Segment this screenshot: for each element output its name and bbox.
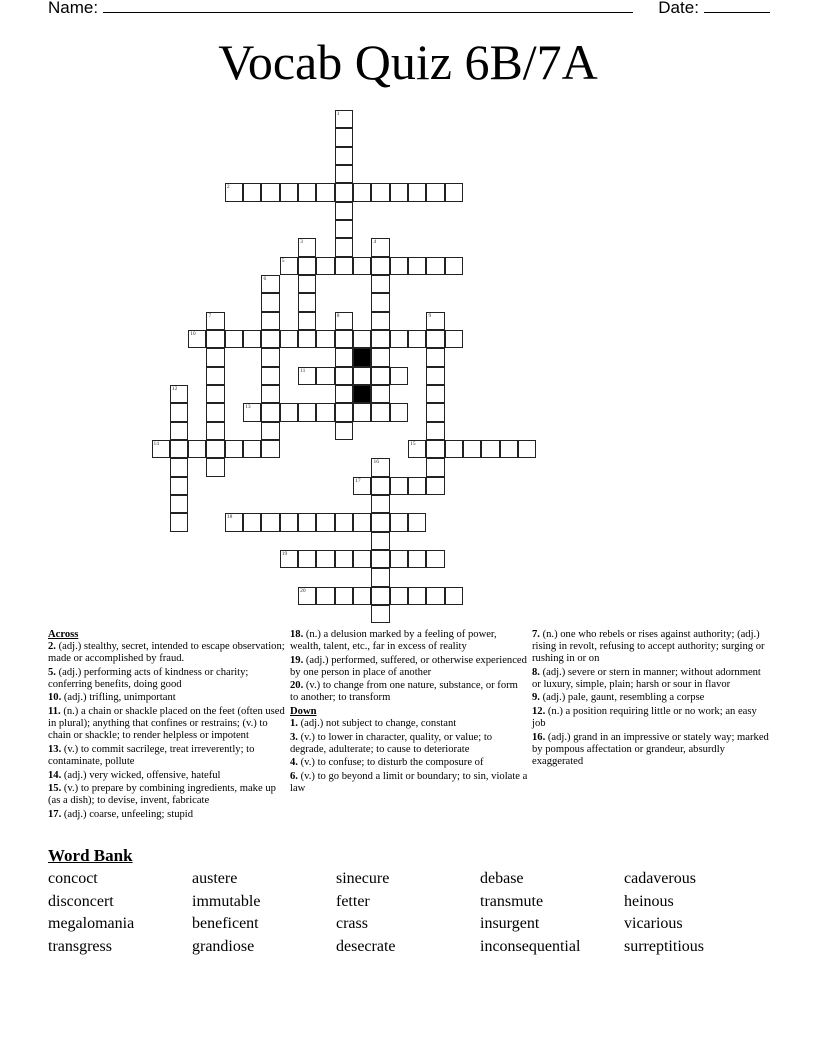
crossword-cell[interactable] [445,257,463,275]
clue-down-6: 6. (v.) to go beyond a limit or boundary; to sin, violate a law [290,771,528,795]
clue-across-20: 20. (v.) to change from one nature, substance, or form to another; to transform [290,680,518,704]
word-bank-item: inconsequential [480,938,581,956]
crossword-cell[interactable] [390,367,408,385]
word-bank-item: heinous [624,892,674,910]
across-heading: Across [48,629,79,640]
clue-number: 10 [190,330,196,337]
clue-down-8: 8. (adj.) severe or stern in manner; without adornment or luxury, simple, plain; harsh or sour in flavor [532,666,761,690]
word-bank-item: cadaverous [624,870,696,887]
crossword-cell[interactable] [408,440,426,458]
crossword-cell[interactable] [170,477,188,495]
clue-down-7: 7. (n.) one who rebels or rises against authority; (adj.) rising in revolt, refusing to accept authority; surging or rushing in or on [532,629,765,665]
crossword-cell[interactable] [426,440,444,458]
crossword-cell[interactable] [335,330,353,348]
crossword-cell[interactable] [426,348,444,366]
clue-down-3: 3. (v.) to lower in character, quality, or value; to degrade, adulterate; to cause to deteriorate [290,731,493,755]
crossword-cell[interactable] [298,550,316,568]
header [48,0,770,18]
crossword-cell[interactable] [426,587,444,605]
crossword-cell[interactable] [170,403,188,421]
clue-across-2: 2. (adj.) stealthy, secret, intended to escape observation; made or accomplished by fraud. [48,641,285,665]
crossword-cell[interactable] [335,513,353,531]
crossword-cell[interactable] [316,367,334,385]
crossword-cell[interactable] [353,183,371,201]
clue-number: 6 [263,275,267,282]
crossword-cell[interactable] [261,403,279,421]
crossword-cell[interactable] [371,477,389,495]
clue-number: 7 [208,312,212,319]
crossword-cell[interactable] [298,238,316,256]
crossword-cell[interactable] [353,257,371,275]
crossword-cell[interactable] [298,257,316,275]
crossword-cell[interactable] [371,312,389,330]
word-bank-item: debase [480,870,524,887]
crossword-cell[interactable] [316,550,334,568]
crossword-cell[interactable] [371,385,389,403]
crossword-cell[interactable] [390,513,408,531]
crossword-cell[interactable] [316,330,334,348]
crossword-cell[interactable] [280,330,298,348]
crossword-cell[interactable] [335,550,353,568]
crossword-cell[interactable] [261,367,279,385]
crossword-cell[interactable] [243,440,261,458]
crossword-cell[interactable] [390,477,408,495]
crossword-cell[interactable] [298,293,316,311]
crossword-cell[interactable] [170,458,188,476]
crossword-cell[interactable] [188,440,206,458]
crossword-cell[interactable] [261,312,279,330]
clue-down-4: 4. (v.) to confuse; to disturb the composure of [290,757,484,769]
crossword-cell[interactable] [206,348,224,366]
crossword-cell[interactable] [371,348,389,366]
crossword-cell[interactable] [261,440,279,458]
clue-number: 18 [226,514,233,521]
crossword-cell[interactable] [371,532,389,550]
crossword-cell[interactable] [390,183,408,201]
crossword-cell[interactable] [426,385,444,403]
crossword-cell[interactable] [353,587,371,605]
crossword-cell[interactable] [261,513,279,531]
word-bank-item: transgress [48,938,112,956]
crossword-cell[interactable] [371,458,389,476]
clue-across-13: 13. (v.) to commit sacrilege, treat irreverently; to contaminate, pollute [48,743,255,767]
crossword-cell[interactable] [280,513,298,531]
crossword-cell[interactable] [206,367,224,385]
word-bank-item: megalomania [48,915,135,933]
clue-number: 19 [281,550,288,557]
crossword-cell[interactable] [335,238,353,256]
crossword-cell[interactable] [390,550,408,568]
crossword-cell[interactable] [206,385,224,403]
word-bank-item: transmute [480,892,544,910]
crossword-black-cell [353,348,371,366]
crossword-cell[interactable] [426,477,444,495]
crossword-cell[interactable] [298,183,316,201]
crossword-cell[interactable] [353,330,371,348]
word-bank-item: beneficent [192,915,259,933]
crossword-cell[interactable] [408,513,426,531]
crossword-cell[interactable] [335,183,353,201]
crossword-cell[interactable] [243,403,261,421]
crossword-cell[interactable] [170,495,188,513]
crossword-cell[interactable] [206,422,224,440]
crossword-cell[interactable] [335,312,353,330]
crossword-cell[interactable] [463,440,481,458]
crossword-cell[interactable] [261,330,279,348]
crossword-cell[interactable] [353,477,371,495]
crossword-cell[interactable] [335,220,353,238]
crossword-cell[interactable] [261,275,279,293]
crossword-cell[interactable] [371,183,389,201]
crossword-cell[interactable] [335,587,353,605]
crossword-cell[interactable] [261,348,279,366]
crossword-cell[interactable] [280,257,298,275]
crossword-cell[interactable] [261,422,279,440]
crossword-cell[interactable] [335,128,353,146]
word-bank [48,868,768,959]
crossword-cell[interactable] [390,257,408,275]
crossword-cell[interactable] [316,403,334,421]
crossword-cell[interactable] [261,385,279,403]
down-heading: Down [290,706,317,718]
name-label: Name: [48,0,99,17]
crossword-cell[interactable] [225,440,243,458]
crossword-cell[interactable] [316,513,334,531]
word-bank-item: fetter [336,892,370,910]
clues-column-2 [290,629,528,797]
name-field[interactable] [103,0,633,13]
crossword-cell[interactable] [335,165,353,183]
crossword-cell[interactable] [371,568,389,586]
clue-number: 20 [300,587,306,594]
crossword-cell[interactable] [335,257,353,275]
crossword-cell[interactable] [371,605,389,623]
crossword-cell[interactable] [445,183,463,201]
crossword-cell[interactable] [426,422,444,440]
crossword-cell[interactable] [371,330,389,348]
clue-number: 5 [281,257,285,264]
clue-number: 3 [300,239,303,246]
clue-number: 13 [245,404,251,411]
crossword-cell[interactable] [335,367,353,385]
crossword-cell[interactable] [243,513,261,531]
clue-across-5: 5. (adj.) performing acts of kindness or charity; conferring benefits, doing good [48,666,249,690]
clue-number: 17 [355,477,361,484]
crossword-cell[interactable] [371,275,389,293]
crossword-cell[interactable] [426,257,444,275]
crossword-cell[interactable] [206,403,224,421]
crossword-cell[interactable] [353,513,371,531]
crossword-cell[interactable] [188,330,206,348]
crossword-cell[interactable] [408,587,426,605]
crossword-cell[interactable] [206,440,224,458]
crossword-cell[interactable] [335,403,353,421]
crossword-cell[interactable] [371,587,389,605]
clue-number: 14 [153,440,159,447]
crossword-cell[interactable] [371,367,389,385]
crossword-cell[interactable] [518,440,536,458]
crossword-cell[interactable] [316,183,334,201]
crossword-cell[interactable] [335,147,353,165]
clue-down-1: 1. (adj.) not subject to change, constant [290,718,457,730]
crossword-cell[interactable] [390,403,408,421]
word-bank-item: immutable [192,892,261,910]
crossword-cell[interactable] [371,495,389,513]
crossword-cell[interactable] [298,367,316,385]
clue-across-18: 18. (n.) a delusion marked by a feeling of power, wealth, talent, etc., far in excess of reality [290,629,497,653]
crossword-cell[interactable] [371,550,389,568]
crossword-cell[interactable] [298,330,316,348]
crossword-cell[interactable] [335,422,353,440]
crossword-cell[interactable] [408,330,426,348]
word-bank-item: desecrate [336,938,396,956]
crossword-cell[interactable] [371,257,389,275]
crossword-cell[interactable] [371,238,389,256]
crossword-cell[interactable] [353,403,371,421]
crossword-cell[interactable] [170,513,188,531]
crossword-cell[interactable] [335,110,353,128]
word-bank-item: grandiose [192,938,255,956]
clue-down-9: 9. (adj.) pale, gaunt, resembling a corpse [532,692,705,704]
crossword-cell[interactable] [298,312,316,330]
crossword-cell[interactable] [408,550,426,568]
crossword-cell[interactable] [408,257,426,275]
crossword-cell[interactable] [316,257,334,275]
crossword-cell[interactable] [280,403,298,421]
crossword-cell[interactable] [371,513,389,531]
crossword-cell[interactable] [408,477,426,495]
crossword-cell[interactable] [280,183,298,201]
crossword-cell[interactable] [261,183,279,201]
clue-down-16: 16. (adj.) grand in an impressive or stately way; marked by pompous affectation or grandeur, absurdly exaggerated [532,731,769,767]
crossword-cell[interactable] [426,403,444,421]
crossword-cell[interactable] [225,513,243,531]
crossword-cell[interactable] [298,275,316,293]
crossword-cell[interactable] [426,550,444,568]
crossword-cell[interactable] [426,183,444,201]
crossword-cell[interactable] [371,293,389,311]
clue-across-10: 10. (adj.) trifling, unimportant [48,692,176,704]
clue-number: 8 [336,312,340,319]
word-bank-item: disconcert [48,892,114,910]
word-bank-item: crass [336,915,368,933]
date-field[interactable] [704,0,770,13]
crossword-cell[interactable] [335,348,353,366]
crossword-cell[interactable] [353,367,371,385]
clue-number: 12 [171,385,178,392]
word-bank-item: austere [192,870,238,887]
crossword-cell[interactable] [390,587,408,605]
clue-number: 9 [428,312,432,319]
crossword-cell[interactable] [371,403,389,421]
crossword-cell[interactable] [445,330,463,348]
clue-across-11: 11. (n.) a chain or shackle placed on the feet (often used in plural); anything that confines or restrains; (v.) to chain or shackle; to render helpless or impotent [48,706,285,742]
crossword-cell[interactable] [170,385,188,403]
word-bank-item: surreptitious [624,938,704,956]
crossword-cell[interactable] [408,183,426,201]
crossword-cell[interactable] [481,440,499,458]
crossword-cell[interactable] [353,550,371,568]
clue-number: 1 [336,111,340,117]
clues-column-3 [532,629,770,770]
clue-number: 4 [373,239,377,246]
crossword-cell[interactable] [426,330,444,348]
crossword-cell[interactable] [426,312,444,330]
clue-across-14: 14. (adj.) very wicked, offensive, hateful [48,769,221,781]
crossword-cell[interactable] [298,403,316,421]
clue-number: 11 [300,367,306,374]
word-bank-item: vicarious [624,915,683,933]
crossword-cell[interactable] [445,440,463,458]
crossword-cell[interactable] [500,440,518,458]
clue-across-17: 17. (adj.) coarse, unfeeling; stupid [48,808,194,820]
crossword-cell[interactable] [225,183,243,201]
crossword-cell[interactable] [225,330,243,348]
crossword-cell[interactable] [243,330,261,348]
crossword-cell[interactable] [206,312,224,330]
crossword-cell[interactable] [261,293,279,311]
crossword-cell[interactable] [335,385,353,403]
crossword-cell[interactable] [206,330,224,348]
clue-across-15: 15. (v.) to prepare by combining ingredients, make up (as a dish); to devise, invent, fabricate [48,783,276,807]
clue-down-12: 12. (n.) a position requiring little or no work; an easy job [532,706,757,730]
crossword-cell[interactable] [316,587,334,605]
crossword-cell[interactable] [390,330,408,348]
crossword-cell[interactable] [170,422,188,440]
clue-across-19: 19. (adj.) performed, suffered, or otherwise experienced by one person in place of another [290,654,527,678]
crossword-cell[interactable] [170,440,188,458]
word-bank-item: concoct [48,870,98,887]
crossword-cell[interactable] [298,513,316,531]
crossword-black-cell [353,385,371,403]
word-bank-item: insurgent [480,915,540,933]
page-title: Vocab Quiz 6B/7A [218,34,598,90]
date-label: Date: [658,0,699,17]
crossword-cell[interactable] [243,183,261,201]
clue-number: 16 [373,459,379,466]
clue-number: 2 [226,184,230,191]
crossword-cell[interactable] [445,587,463,605]
crossword-cell[interactable] [152,440,170,458]
word-bank-item: sinecure [336,870,390,887]
word-bank-title: Word Bank [48,846,133,865]
crossword-cell[interactable] [298,587,316,605]
crossword-cell[interactable] [335,202,353,220]
crossword-cell[interactable] [426,458,444,476]
clues-column-1 [48,629,286,822]
crossword-cell[interactable] [426,367,444,385]
crossword-cell[interactable] [206,458,224,476]
clue-number: 15 [410,440,416,447]
crossword-cell[interactable] [280,550,298,568]
